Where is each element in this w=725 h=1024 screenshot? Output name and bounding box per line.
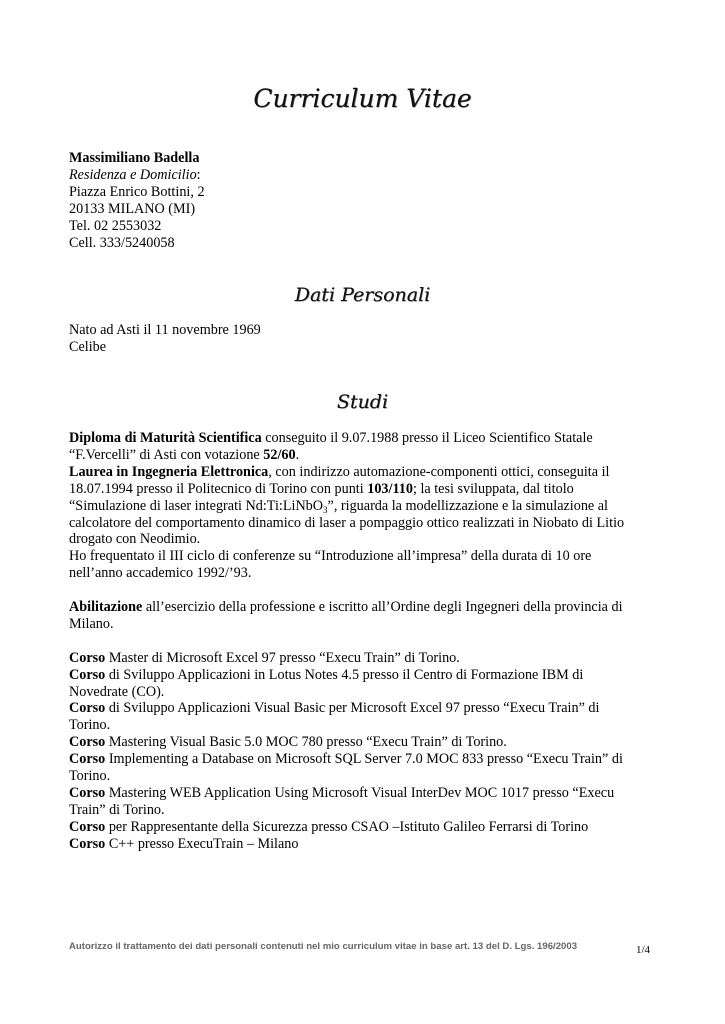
- birth-info: Nato ad Asti il 11 novembre 1969: [69, 322, 261, 338]
- course-6-line-2: Train” di Torino.: [69, 801, 165, 818]
- abilitazione-line-1: Abilitazione all’esercizio della professione e iscritto all’Ordine degli Ingegneri della provincia di: [69, 599, 623, 616]
- course-5-line-1: Corso Implementing a Database on Microsoft SQL Server 7.0 MOC 833 presso “Execu Train” di: [69, 751, 623, 768]
- studies-block: [69, 430, 649, 853]
- diploma-line-1: Diploma di Maturità Scientifica conseguito il 9.07.1988 presso il Liceo Scientifico Statale: [69, 430, 593, 446]
- page-number: 1/4: [636, 944, 651, 956]
- contact-block: [69, 150, 649, 251]
- laurea-line-4: calcolatore del comportamento dinamico di laser a pompaggio ottico realizzati in Niobato di Litio: [69, 514, 625, 531]
- course-3-line-2: Torino.: [69, 717, 111, 734]
- telephone: Tel. 02 2553032: [69, 217, 162, 234]
- course-1-line-1: Corso Master di Microsoft Excel 97 presso “Execu Train” di Torino.: [69, 649, 460, 666]
- course-list: [69, 650, 649, 853]
- personal-data-block: [69, 322, 649, 356]
- conferenze-line-2: nell’anno accademico 1992/’93.: [69, 565, 252, 582]
- laurea-line-3: “Simulazione di laser integrati Nd:Ti:LiNbO$_3$”, riguarda la modellizzazione e la simulazione al: [69, 497, 608, 515]
- address-line-1: Piazza Enrico Bottini, 2: [69, 183, 205, 200]
- laurea-line-1: Laurea in Ingegneria Elettronica, con indirizzo automazione-componenti ottici, conseguita il: [69, 463, 610, 480]
- course-2-line-2: Novedrate (CO).: [69, 683, 165, 700]
- diploma-line-2: “F.Vercelli” di Asti con votazione 52/60.: [69, 446, 300, 463]
- course-8-line-1: Corso C++ presso ExecuTrain – Milano: [69, 835, 299, 852]
- conferenze-line-1: Ho frequentato il III ciclo di conferenze su “Introduzione all’impresa” della durata di 10 ore: [69, 548, 592, 565]
- course-7-line-1: Corso per Rappresentante della Sicurezza presso CSAO –Istituto Galileo Ferrarsi di Torino: [69, 818, 589, 835]
- paragraph-gap: [69, 633, 649, 650]
- course-4-line-1: Corso Mastering Visual Basic 5.0 MOC 780 presso “Execu Train” di Torino.: [69, 734, 507, 751]
- course-2-line-1: Corso di Sviluppo Applicazioni in Lotus Notes 4.5 presso il Centro di Formazione IBM di: [69, 666, 584, 683]
- course-3-line-1: Corso di Sviluppo Applicazioni Visual Basic per Microsoft Excel 97 presso “Execu Train” di: [69, 700, 600, 717]
- paragraph-gap: [69, 582, 649, 599]
- contact-name: Massimiliano Badella: [69, 150, 200, 166]
- section-heading-studi: Studi: [336, 391, 389, 413]
- page-title: Curriculum Vitae: [253, 84, 472, 113]
- section-heading-dati-personali: Dati Personali: [294, 284, 431, 306]
- privacy-consent-footer: Autorizzo il trattamento dei dati personali contenuti nel mio curriculum vitae in base art. 13 del D. Lgs. 196/2003: [69, 941, 578, 952]
- marital-status: Celibe: [69, 338, 107, 355]
- course-6-line-1: Corso Mastering WEB Application Using Microsoft Visual InterDev MOC 1017 presso “Execu: [69, 785, 615, 801]
- laurea-line-5: drogato con Neodimio.: [69, 531, 201, 548]
- residence-label: Residenza e Domicilio:: [69, 166, 201, 183]
- abilitazione-line-2: Milano.: [69, 615, 114, 632]
- address-line-2: 20133 MILANO (MI): [69, 200, 196, 217]
- course-5-line-2: Torino.: [69, 768, 111, 785]
- mobile-phone: Cell. 333/5240058: [69, 234, 175, 251]
- laurea-line-2: 18.07.1994 presso il Politecnico di Torino con punti 103/110; la tesi sviluppata, dal titolo: [69, 480, 574, 497]
